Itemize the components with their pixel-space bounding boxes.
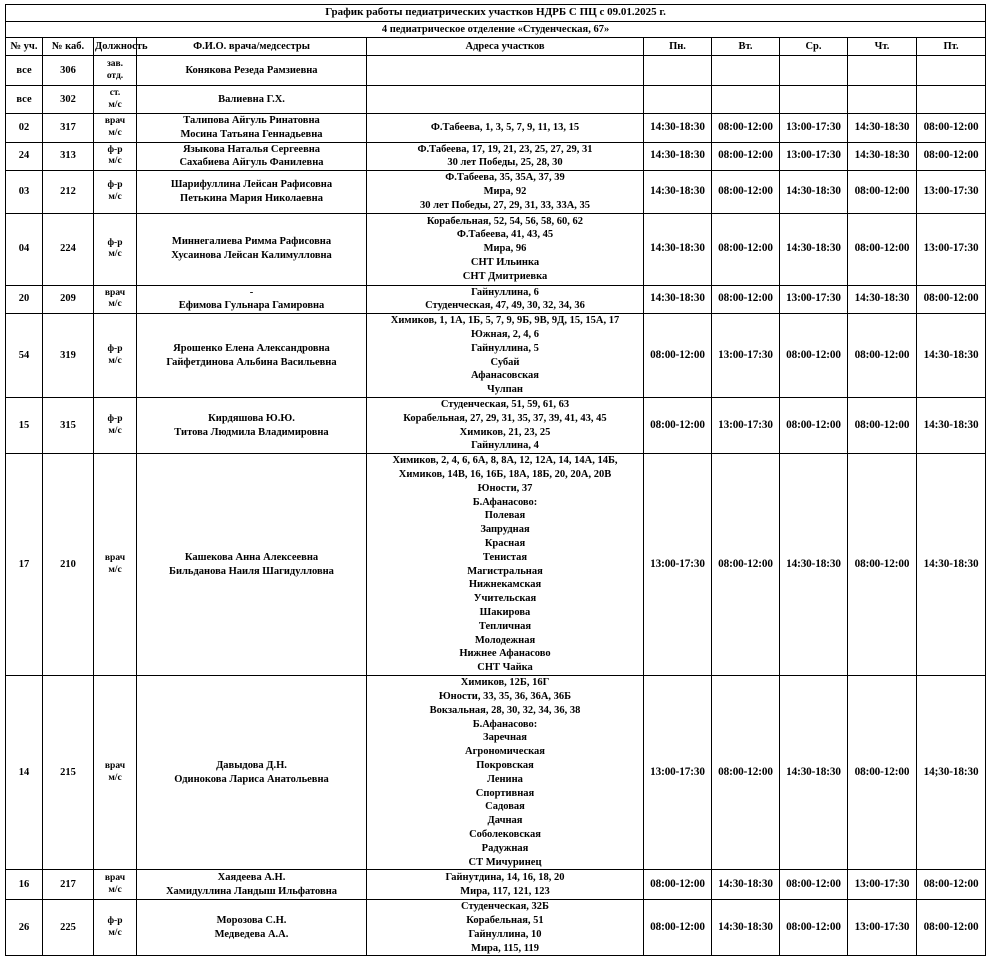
- addresses-cell: [367, 213, 644, 285]
- schedule-thu: 08:00-12:00: [848, 213, 917, 285]
- address-line: Субай: [490, 356, 520, 368]
- col-header-position: Должность: [94, 38, 137, 56]
- col-header-uch: № уч.: [6, 38, 43, 56]
- position-line: ф-р: [107, 144, 123, 155]
- position-line: м/с: [108, 425, 122, 436]
- address-line: Покровская: [476, 759, 534, 771]
- document-title: График работы педиатрических участков НДРБ С ПЦ с 09.01.2025 г.: [6, 5, 986, 22]
- schedule-thu: 08:00-12:00: [848, 454, 917, 676]
- staff-name: Хаядеева А.Н.: [217, 872, 286, 883]
- uch-number: 15: [6, 397, 43, 453]
- schedule-fri: 13:00-17:30: [917, 213, 986, 285]
- staff-names: [137, 870, 367, 900]
- position-line: м/с: [108, 355, 122, 366]
- schedule-fri: 08:00-12:00: [917, 142, 986, 171]
- position-line: м/с: [108, 299, 122, 310]
- addresses-cell: [367, 86, 644, 114]
- schedule-tue: 14:30-18:30: [712, 900, 780, 956]
- address-line: Нижнекамская: [468, 579, 542, 591]
- schedule-fri: 08:00-12:00: [917, 114, 986, 143]
- col-header-mon: Пн.: [644, 38, 712, 56]
- cabinet-number: 313: [43, 142, 94, 171]
- address-line: Красная: [484, 538, 526, 550]
- addresses-cell: [367, 870, 644, 900]
- address-line: Химиков, 2, 4, 6, 6А, 8, 8А, 12, 12А, 14, 14А, 14Б,: [392, 455, 618, 467]
- staff-name: Титова Людмила Владимировна: [174, 426, 329, 438]
- position-cell: [94, 56, 137, 86]
- address-line: Гайнуллина, 5: [471, 342, 539, 354]
- address-line: Корабельная, 52, 54, 56, 58, 60, 62: [426, 215, 584, 227]
- position-line: м/с: [108, 99, 122, 110]
- staff-name: Конякова Резеда Рамзиевна: [185, 64, 318, 76]
- staff-name: Медведева А.А.: [214, 928, 289, 940]
- address-line: Южная, 2, 4, 6: [470, 328, 540, 340]
- schedule-wed: [780, 56, 848, 86]
- address-line: СНТ Дмитриевка: [462, 270, 548, 282]
- addresses-cell: [367, 114, 644, 143]
- staff-name: Валиевна Г.Х.: [218, 93, 285, 105]
- position-cell: [94, 213, 137, 285]
- position-line: ф-р: [107, 344, 123, 355]
- schedule-wed: 14:30-18:30: [780, 171, 848, 213]
- address-line: Гайнуллина, 6: [471, 286, 539, 298]
- address-line: Б.Афанасово:: [472, 718, 538, 730]
- position-line: врач: [104, 553, 126, 564]
- schedule-mon: 08:00-12:00: [644, 870, 712, 900]
- position-cell: [94, 870, 137, 900]
- schedule-thu: 08:00-12:00: [848, 397, 917, 453]
- address-line: Учительская: [473, 593, 537, 605]
- address-line: Гайнутдина, 14, 16, 18, 20: [445, 872, 565, 883]
- schedule-fri: 08:00-12:00: [917, 900, 986, 956]
- position-line: м/с: [108, 249, 122, 260]
- schedule-mon: 13:00-17:30: [644, 454, 712, 676]
- schedule-thu: 08:00-12:00: [848, 314, 917, 398]
- schedule-tue: 13:00-17:30: [712, 314, 780, 398]
- addresses-cell: [367, 676, 644, 870]
- schedule-thu: [848, 86, 917, 114]
- subtitle-row: [6, 22, 986, 38]
- table-row: [6, 56, 986, 86]
- address-line: Студенческая, 51, 59, 61, 63: [440, 398, 570, 410]
- schedule-tue: 08:00-12:00: [712, 213, 780, 285]
- address-line: Мира, 115, 119: [471, 942, 539, 954]
- schedule-fri: 14:30-18:30: [917, 454, 986, 676]
- uch-number: 04: [6, 213, 43, 285]
- schedule-wed: 08:00-12:00: [780, 870, 848, 900]
- schedule-thu: 14:30-18:30: [848, 114, 917, 143]
- staff-name: Ярошенко Елена Александровна: [173, 342, 330, 354]
- schedule-fri: 14;30-18:30: [917, 676, 986, 870]
- address-line: Соболековская: [469, 828, 541, 840]
- address-line: Спортивная: [475, 787, 535, 799]
- staff-name: -: [249, 286, 254, 298]
- address-line: Радужная: [481, 842, 529, 854]
- staff-names: [137, 56, 367, 86]
- staff-names: [137, 285, 367, 314]
- col-header-names: Ф.И.О. врача/медсестры: [137, 38, 367, 56]
- addresses-cell: [367, 171, 644, 213]
- schedule-mon: 14:30-18:30: [644, 114, 712, 143]
- position-line: м/с: [108, 884, 122, 895]
- staff-name: Ефимова Гульнара Гамировна: [178, 300, 325, 312]
- schedule-fri: 14:30-18:30: [917, 314, 986, 398]
- address-line: Нижнее Афанасово: [459, 648, 551, 660]
- staff-names: [137, 171, 367, 213]
- position-line: м/с: [108, 127, 122, 138]
- table-row: [6, 142, 986, 171]
- schedule-wed: 08:00-12:00: [780, 900, 848, 956]
- position-line: врач: [104, 761, 126, 772]
- table-row: [6, 900, 986, 956]
- address-line: Тенистая: [482, 551, 528, 563]
- staff-name: Хусаинова Лейсан Калимулловна: [171, 250, 332, 262]
- schedule-thu: [848, 56, 917, 86]
- table-row: [6, 86, 986, 114]
- address-line: Юности, 37: [477, 482, 533, 494]
- staff-name: Одинокова Лариса Анатольевна: [174, 773, 329, 785]
- staff-names: [137, 314, 367, 398]
- address-line: Шакирова: [479, 607, 531, 619]
- address-line: Садовая: [485, 801, 525, 813]
- staff-name: Мосина Татьяна Геннадьевна: [180, 128, 323, 140]
- address-line: Магистральная: [467, 565, 543, 577]
- schedule-wed: 13:00-17:30: [780, 285, 848, 314]
- position-line: зав.: [106, 59, 124, 69]
- table-row: [6, 454, 986, 676]
- address-line: Гайнуллина, 10: [468, 928, 542, 940]
- table-row: [6, 171, 986, 213]
- position-line: ф-р: [107, 237, 123, 248]
- staff-name: Кирдяшова Ю.Ю.: [208, 412, 295, 424]
- header-row: [6, 38, 986, 56]
- uch-number: все: [6, 56, 43, 86]
- schedule-wed: 14:30-18:30: [780, 213, 848, 285]
- schedule-wed: 08:00-12:00: [780, 314, 848, 398]
- schedule-thu: 14:30-18:30: [848, 142, 917, 171]
- title-row: [6, 5, 986, 22]
- position-cell: [94, 676, 137, 870]
- address-line: Тепличная: [478, 620, 532, 632]
- cabinet-number: 217: [43, 870, 94, 900]
- position-line: отд.: [106, 70, 124, 81]
- address-line: 30 лет Победы, 27, 29, 31, 33, 33А, 35: [419, 199, 591, 211]
- staff-name: Сахабиева Айгуль Фанилевна: [179, 157, 324, 169]
- position-cell: [94, 171, 137, 213]
- schedule-tue: 08:00-12:00: [712, 142, 780, 171]
- schedule-thu: 14:30-18:30: [848, 285, 917, 314]
- table-row: [6, 870, 986, 900]
- position-cell: [94, 900, 137, 956]
- uch-number: 16: [6, 870, 43, 900]
- cabinet-number: 317: [43, 114, 94, 143]
- address-line: 30 лет Победы, 25, 28, 30: [447, 157, 563, 169]
- staff-name: Гайфетдинова Альбина Васильевна: [166, 356, 337, 368]
- schedule-thu: 08:00-12:00: [848, 171, 917, 213]
- uch-number: 24: [6, 142, 43, 171]
- schedule-tue: 13:00-17:30: [712, 397, 780, 453]
- address-line: Студенческая, 32Б: [461, 901, 549, 913]
- staff-name: Шарифуллина Лейсан Рафисовна: [170, 179, 333, 191]
- address-line: Корабельная, 27, 29, 31, 35, 37, 39, 41, 43, 45: [403, 412, 607, 424]
- cabinet-number: 224: [43, 213, 94, 285]
- uch-number: все: [6, 86, 43, 114]
- staff-name: Талипова Айгуль Ринатовна: [183, 115, 320, 126]
- address-line: Химиков, 21, 23, 25: [459, 426, 551, 438]
- table-row: [6, 285, 986, 314]
- schedule-fri: 08:00-12:00: [917, 285, 986, 314]
- address-line: СТ Мичуринец: [468, 856, 542, 868]
- staff-name: Морозова С.Н.: [216, 915, 287, 927]
- schedule-wed: 14:30-18:30: [780, 676, 848, 870]
- position-line: врач: [104, 287, 126, 298]
- addresses-cell: [367, 397, 644, 453]
- address-line: Чулпан: [487, 384, 523, 396]
- addresses-cell: [367, 900, 644, 956]
- schedule-mon: 08:00-12:00: [644, 314, 712, 398]
- cabinet-number: 209: [43, 285, 94, 314]
- cabinet-number: 302: [43, 86, 94, 114]
- uch-number: 26: [6, 900, 43, 956]
- cabinet-number: 315: [43, 397, 94, 453]
- position-line: м/с: [108, 927, 122, 938]
- schedule-thu: 13:00-17:30: [848, 900, 917, 956]
- schedule-wed: 13:00-17:30: [780, 142, 848, 171]
- schedule-tue: 08:00-12:00: [712, 676, 780, 870]
- schedule-thu: 08:00-12:00: [848, 676, 917, 870]
- address-line: Корабельная, 51: [466, 915, 544, 927]
- position-line: ф-р: [107, 916, 123, 927]
- position-line: ф-р: [107, 180, 123, 191]
- schedule-wed: 14:30-18:30: [780, 454, 848, 676]
- table-row: [6, 213, 986, 285]
- address-line: Юности, 33, 35, 36, 36А, 36Б: [438, 690, 572, 702]
- position-line: ст.: [109, 88, 121, 98]
- address-line: Афанасовская: [471, 370, 539, 382]
- schedule-tue: 14:30-18:30: [712, 870, 780, 900]
- department-subtitle: 4 педиатрическое отделение «Студенческая, 67»: [6, 22, 986, 38]
- position-cell: [94, 142, 137, 171]
- table-row: [6, 114, 986, 143]
- staff-name: Хамидуллина Ландыш Ильфатовна: [165, 885, 338, 897]
- uch-number: 20: [6, 285, 43, 314]
- staff-names: [137, 454, 367, 676]
- uch-number: 02: [6, 114, 43, 143]
- addresses-cell: [367, 454, 644, 676]
- col-header-tue: Вт.: [712, 38, 780, 56]
- address-line: Заречная: [483, 732, 527, 744]
- schedule-mon: 14:30-18:30: [644, 285, 712, 314]
- staff-names: [137, 900, 367, 956]
- addresses-cell: [367, 314, 644, 398]
- table-body: [6, 56, 986, 956]
- cabinet-number: 225: [43, 900, 94, 956]
- position-line: ф-р: [107, 414, 123, 425]
- staff-name: Петькина Мария Николаевна: [180, 192, 323, 204]
- address-line: Гайнуллина, 4: [471, 440, 539, 452]
- address-line: Ленина: [487, 773, 523, 785]
- staff-name: Кашекова Анна Алексеевна: [184, 551, 319, 563]
- table-row: [6, 314, 986, 398]
- addresses-cell: [367, 142, 644, 171]
- position-cell: [94, 114, 137, 143]
- address-line: Агрономическая: [465, 746, 545, 758]
- schedule-wed: 08:00-12:00: [780, 397, 848, 453]
- col-header-kab: № каб.: [43, 38, 94, 56]
- schedule-fri: 14:30-18:30: [917, 397, 986, 453]
- col-header-thu: Чт.: [848, 38, 917, 56]
- address-line: Полевая: [484, 510, 526, 522]
- position-cell: [94, 454, 137, 676]
- schedule-mon: 14:30-18:30: [644, 142, 712, 171]
- col-header-wed: Ср.: [780, 38, 848, 56]
- staff-names: [137, 397, 367, 453]
- schedule-fri: [917, 56, 986, 86]
- schedule-wed: 13:00-17:30: [780, 114, 848, 143]
- address-line: Ф.Табеева, 17, 19, 21, 23, 25, 27, 29, 31: [417, 143, 593, 155]
- staff-names: [137, 142, 367, 171]
- address-line: Запрудная: [480, 524, 530, 536]
- address-line: Мира, 96: [483, 243, 527, 255]
- address-line: Химиков, 1, 1А, 1Б, 5, 7, 9, 9Б, 9В, 9Д, 15, 15А, 17: [390, 315, 620, 327]
- schedule-tue: 08:00-12:00: [712, 171, 780, 213]
- schedule-tue: 08:00-12:00: [712, 454, 780, 676]
- staff-names: [137, 676, 367, 870]
- uch-number: 14: [6, 676, 43, 870]
- schedule-mon: 08:00-12:00: [644, 900, 712, 956]
- col-header-fri: Пт.: [917, 38, 986, 56]
- address-line: Химиков, 12Б, 16Г: [460, 677, 550, 689]
- schedule-mon: 14:30-18:30: [644, 171, 712, 213]
- schedule-mon: 13:00-17:30: [644, 676, 712, 870]
- address-line: Ф.Табеева, 41, 43, 45: [456, 229, 554, 241]
- schedule-tue: 08:00-12:00: [712, 114, 780, 143]
- table-row: [6, 397, 986, 453]
- uch-number: 17: [6, 454, 43, 676]
- cabinet-number: 212: [43, 171, 94, 213]
- cabinet-number: 306: [43, 56, 94, 86]
- position-line: врач: [104, 873, 126, 884]
- schedule-thu: 13:00-17:30: [848, 870, 917, 900]
- schedule-mon: [644, 86, 712, 114]
- schedule-mon: [644, 56, 712, 86]
- position-cell: [94, 285, 137, 314]
- staff-names: [137, 213, 367, 285]
- address-line: Дачная: [487, 815, 523, 827]
- cabinet-number: 319: [43, 314, 94, 398]
- position-cell: [94, 397, 137, 453]
- address-line: Мира, 92: [483, 185, 527, 197]
- schedule-tue: [712, 86, 780, 114]
- addresses-cell: [367, 285, 644, 314]
- staff-name: Языкова Наталья Сергеевна: [182, 143, 321, 155]
- position-line: м/с: [108, 772, 122, 783]
- addresses-cell: [367, 56, 644, 86]
- schedule-tue: [712, 56, 780, 86]
- uch-number: 03: [6, 171, 43, 213]
- address-line: Мира, 117, 121, 123: [460, 885, 550, 897]
- staff-names: [137, 86, 367, 114]
- cabinet-number: 210: [43, 454, 94, 676]
- cabinet-number: 215: [43, 676, 94, 870]
- staff-name: Давыдова Д.Н.: [216, 759, 287, 771]
- schedule-mon: 08:00-12:00: [644, 397, 712, 453]
- address-line: Б.Афанасово:: [472, 496, 538, 508]
- schedule-wed: [780, 86, 848, 114]
- table-row: [6, 676, 986, 870]
- address-line: Студенческая, 47, 49, 30, 32, 34, 36: [425, 300, 585, 312]
- schedule-fri: 13:00-17:30: [917, 171, 986, 213]
- address-line: СНТ Ильинка: [470, 256, 540, 268]
- position-line: м/с: [108, 564, 122, 575]
- staff-name: Миннегалиева Римма Рафисовна: [171, 236, 332, 248]
- schedule-fri: [917, 86, 986, 114]
- schedule-mon: 14:30-18:30: [644, 213, 712, 285]
- address-line: Ф.Табеева, 1, 3, 5, 7, 9, 11, 13, 15: [430, 121, 580, 133]
- schedule-tue: 08:00-12:00: [712, 285, 780, 314]
- staff-names: [137, 114, 367, 143]
- col-header-addresses: Адреса участков: [367, 38, 644, 56]
- uch-number: 54: [6, 314, 43, 398]
- address-line: Ф.Табеева, 35, 35А, 37, 39: [445, 172, 565, 184]
- schedule-fri: 08:00-12:00: [917, 870, 986, 900]
- position-cell: [94, 86, 137, 114]
- address-line: Вокзальная, 28, 30, 32, 34, 36, 38: [429, 704, 581, 716]
- schedule-table: [5, 4, 986, 956]
- position-cell: [94, 314, 137, 398]
- address-line: СНТ Чайка: [477, 662, 533, 674]
- address-line: Молодежная: [474, 634, 536, 646]
- staff-name: Бильданова Наиля Шагидулловна: [169, 565, 334, 577]
- address-line: Химиков, 14В, 16, 16Б, 18А, 18Б, 20, 20А, 20В: [398, 469, 612, 481]
- position-line: м/с: [108, 156, 122, 167]
- position-line: врач: [104, 116, 126, 127]
- position-line: м/с: [108, 191, 122, 202]
